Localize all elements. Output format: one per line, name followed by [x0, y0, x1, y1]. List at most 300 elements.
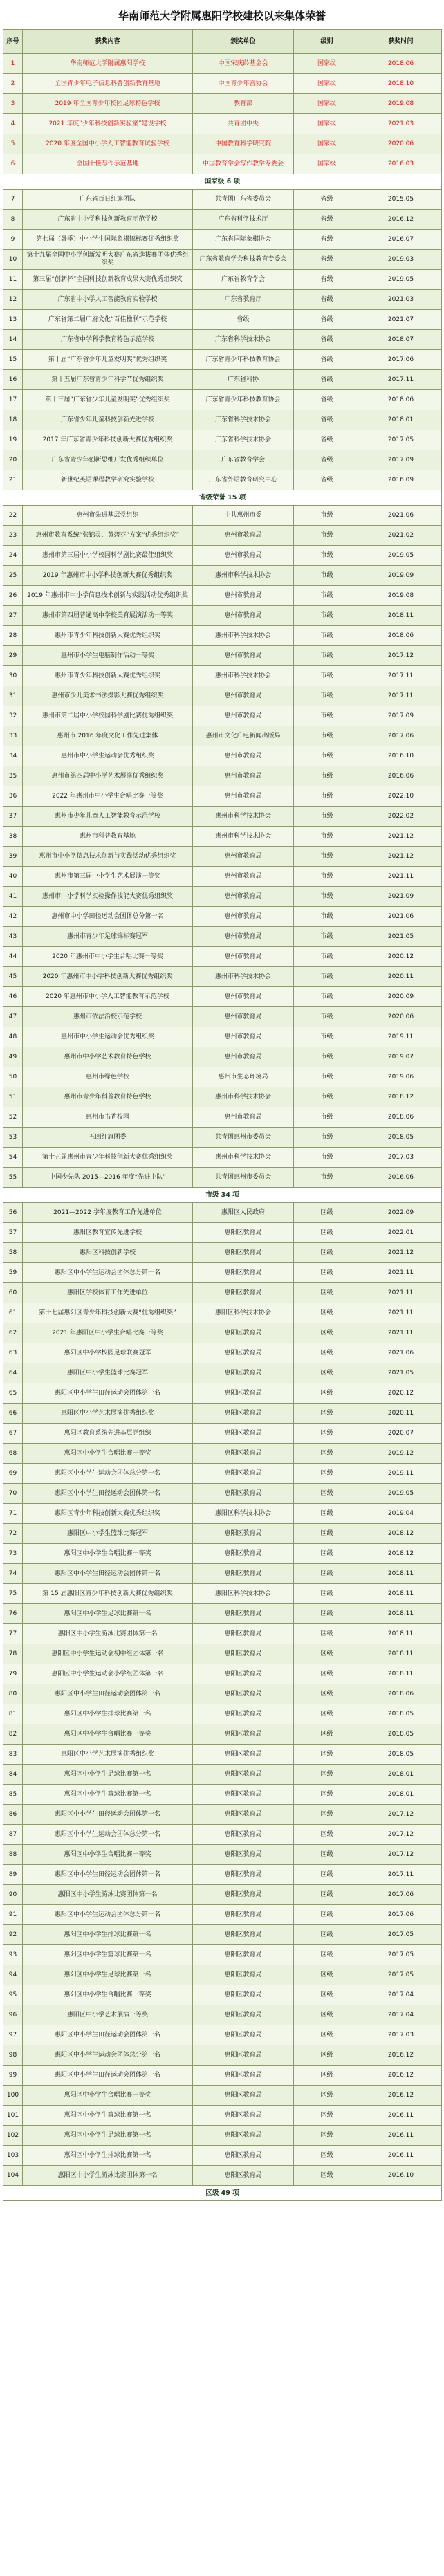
cell-level: 省级 [294, 350, 360, 370]
section-summary-row [3, 1188, 442, 1203]
cell-no: 44 [3, 947, 23, 967]
table-row [3, 1303, 442, 1323]
cell-no: 86 [3, 1805, 23, 1825]
cell-level: 区级 [294, 2066, 360, 2086]
cell-level: 市级 [294, 1107, 360, 1128]
cell-org: 惠州市科学技术协会 [193, 626, 294, 646]
cell-name: 惠阳区中小学生排球比赛第一名 [23, 1704, 193, 1724]
cell-org: 惠阳区教育局 [193, 1925, 294, 1945]
cell-org: 中国教育科学研究院 [193, 134, 294, 154]
cell-date: 2019.03 [360, 250, 442, 270]
cell-org: 惠阳区教育局 [193, 1805, 294, 1825]
cell-date: 2016.10 [360, 2166, 442, 2186]
cell-no: 32 [3, 706, 23, 726]
cell-level: 省级 [294, 270, 360, 290]
cell-name: 五四红旗团委 [23, 1128, 193, 1148]
cell-name: 惠州市 2016 年度文化工作先进集体 [23, 726, 193, 746]
cell-no: 17 [3, 390, 23, 410]
cell-no: 91 [3, 1905, 23, 1925]
cell-no: 48 [3, 1027, 23, 1047]
table-row [3, 1544, 442, 1564]
cell-org: 教育部 [193, 94, 294, 114]
cell-no: 19 [3, 430, 23, 450]
cell-date: 2018.06 [360, 1107, 442, 1128]
cell-date: 2021.11 [360, 1323, 442, 1343]
cell-no: 98 [3, 2045, 23, 2066]
cell-name: 全国青少年电子信息科普创新教育基地 [23, 74, 193, 94]
cell-org: 惠阳区教育局 [193, 1404, 294, 1424]
table-row [3, 1624, 442, 1644]
cell-no: 28 [3, 626, 23, 646]
cell-name: 惠阳区中小学生游泳比赛团体第一名 [23, 1885, 193, 1905]
cell-level: 市级 [294, 606, 360, 626]
cell-date: 2020.09 [360, 987, 442, 1007]
cell-org: 惠阳区教育局 [193, 1343, 294, 1363]
cell-no: 64 [3, 1363, 23, 1383]
cell-org: 广东省科学技术协会 [193, 330, 294, 350]
cell-date: 2017.09 [360, 706, 442, 726]
cell-date: 2018.05 [360, 1724, 442, 1745]
table-row [3, 1464, 442, 1484]
table-row [3, 1905, 442, 1925]
table-row [3, 1424, 442, 1444]
table-row [3, 94, 442, 114]
table-row [3, 1845, 442, 1865]
cell-no: 72 [3, 1524, 23, 1544]
cell-no: 79 [3, 1664, 23, 1684]
table-row [3, 847, 442, 867]
cell-date: 2020.12 [360, 1383, 442, 1404]
cell-no: 60 [3, 1283, 23, 1303]
cell-level: 市级 [294, 566, 360, 586]
cell-date: 2022.02 [360, 807, 442, 827]
cell-org: 广东省国际象棋协会 [193, 230, 294, 250]
cell-org: 惠阳区教育局 [193, 1965, 294, 1985]
cell-level: 区级 [294, 2106, 360, 2126]
table-row [3, 1765, 442, 1785]
cell-no: 27 [3, 606, 23, 626]
cell-name: 惠州市第三届中小学校园科学剧比赛最佳组织奖 [23, 546, 193, 566]
table-row [3, 114, 442, 134]
cell-no: 53 [3, 1128, 23, 1148]
section-summary-row [3, 174, 442, 190]
cell-date: 2017.05 [360, 1965, 442, 1985]
cell-org: 广东省教育学会科技教育专委会 [193, 250, 294, 270]
cell-no: 50 [3, 1067, 23, 1087]
table-row [3, 2005, 442, 2025]
table-row [3, 430, 442, 450]
table-row [3, 1704, 442, 1724]
cell-no: 104 [3, 2166, 23, 2186]
table-row [3, 1047, 442, 1067]
section-summary: 区级 49 项 [3, 2186, 442, 2201]
cell-level: 市级 [294, 907, 360, 927]
cell-no: 16 [3, 370, 23, 390]
cell-level: 区级 [294, 1524, 360, 1544]
table-row [3, 2025, 442, 2045]
cell-name: 第十五届惠州市青少年科技创新大赛优秀组织奖 [23, 1148, 193, 1168]
cell-org: 惠州市教育局 [193, 867, 294, 887]
cell-level: 区级 [294, 2086, 360, 2106]
cell-org: 广东省教育学会 [193, 450, 294, 470]
table-row [3, 210, 442, 230]
table-row [3, 766, 442, 786]
cell-date: 2021.06 [360, 907, 442, 927]
cell-no: 59 [3, 1263, 23, 1283]
cell-date: 2018.11 [360, 1584, 442, 1604]
cell-date: 2016.12 [360, 2086, 442, 2106]
table-row [3, 1148, 442, 1168]
cell-date: 2021.11 [360, 867, 442, 887]
cell-org: 惠州市科学技术协会 [193, 827, 294, 847]
cell-name: 第十五届广东省青少年科学节优秀组织奖 [23, 370, 193, 390]
cell-level: 国家级 [294, 154, 360, 174]
cell-no: 69 [3, 1464, 23, 1484]
section-summary: 市级 34 项 [3, 1188, 442, 1203]
cell-name: 惠州市先进基层党组织 [23, 506, 193, 526]
table-row [3, 470, 442, 490]
cell-level: 区级 [294, 1564, 360, 1584]
cell-date: 2019.09 [360, 566, 442, 586]
cell-no: 11 [3, 270, 23, 290]
header-date: 获奖时间 [360, 30, 442, 54]
cell-level: 市级 [294, 1007, 360, 1027]
cell-level: 区级 [294, 2126, 360, 2146]
cell-name: 惠阳区中小学生合唱比赛一等奖 [23, 2086, 193, 2106]
cell-org: 惠州市教育局 [193, 1107, 294, 1128]
cell-level: 市级 [294, 686, 360, 706]
cell-no: 63 [3, 1343, 23, 1363]
cell-date: 2018.11 [360, 606, 442, 626]
cell-name: 惠州市教育系统“张锦灵、黄碧芬”方案“优秀组织奖” [23, 526, 193, 546]
cell-no: 47 [3, 1007, 23, 1027]
table-row [3, 1504, 442, 1524]
cell-name: 惠州市第二届中小学校园科学剧比赛优秀组织奖 [23, 706, 193, 726]
cell-no: 5 [3, 134, 23, 154]
cell-date: 2021.12 [360, 1243, 442, 1263]
cell-org: 广东省教育学会 [193, 270, 294, 290]
cell-org: 惠州市教育局 [193, 907, 294, 927]
table-row [3, 74, 442, 94]
cell-name: 惠阳区中小学生田径运动会团体第一名 [23, 1684, 193, 1704]
cell-date: 2018.01 [360, 1765, 442, 1785]
cell-no: 54 [3, 1148, 23, 1168]
cell-name: 2021 年度“少年科技创新实验室”建设学校 [23, 114, 193, 134]
cell-level: 区级 [294, 1664, 360, 1684]
cell-org: 惠阳区教育局 [193, 1985, 294, 2005]
cell-name: 第十九届全国中小学创新发明大赛广东省选拔赛团体优秀组织奖 [23, 250, 193, 270]
cell-date: 2017.06 [360, 1885, 442, 1905]
cell-level: 区级 [294, 1203, 360, 1223]
cell-date: 2019.11 [360, 1464, 442, 1484]
cell-name: 惠阳区中小学生运动会团体总分第一名 [23, 1825, 193, 1845]
cell-org: 省级 [193, 310, 294, 330]
cell-org: 惠阳区教育局 [193, 2086, 294, 2106]
table-row [3, 546, 442, 566]
cell-date: 2022.01 [360, 1223, 442, 1243]
cell-org: 惠阳区教育局 [193, 1885, 294, 1905]
cell-level: 区级 [294, 1544, 360, 1564]
cell-date: 2018.11 [360, 1604, 442, 1624]
table-row [3, 927, 442, 947]
cell-name: 新世纪英语课程教学研究实验学校 [23, 470, 193, 490]
cell-date: 2017.04 [360, 1985, 442, 2005]
cell-org: 中国宋庆龄基金会 [193, 54, 294, 74]
cell-level: 省级 [294, 390, 360, 410]
cell-no: 36 [3, 786, 23, 807]
cell-date: 2020.11 [360, 967, 442, 987]
cell-level: 市级 [294, 1087, 360, 1107]
cell-no: 14 [3, 330, 23, 350]
cell-no: 20 [3, 450, 23, 470]
cell-date: 2018.10 [360, 74, 442, 94]
cell-org: 惠州市教育局 [193, 606, 294, 626]
cell-level: 国家级 [294, 114, 360, 134]
cell-date: 2017.06 [360, 350, 442, 370]
cell-level: 省级 [294, 470, 360, 490]
cell-no: 88 [3, 1845, 23, 1865]
cell-level: 区级 [294, 1805, 360, 1825]
cell-no: 43 [3, 927, 23, 947]
cell-name: 惠阳区中小学生合唱比赛一等奖 [23, 1544, 193, 1564]
cell-name: 惠阳区中小学校园足球联赛冠军 [23, 1343, 193, 1363]
cell-date: 2019.11 [360, 1027, 442, 1047]
cell-date: 2016.11 [360, 2146, 442, 2166]
cell-level: 省级 [294, 450, 360, 470]
cell-level: 国家级 [294, 74, 360, 94]
table-row [3, 1283, 442, 1303]
table-row [3, 1484, 442, 1504]
cell-date: 2020.11 [360, 1404, 442, 1424]
cell-level: 区级 [294, 1865, 360, 1885]
cell-org: 惠阳区教育局 [193, 1624, 294, 1644]
cell-name: 惠州市科普教育基地 [23, 827, 193, 847]
cell-org: 惠州市生态环境局 [193, 1067, 294, 1087]
cell-name: 惠阳区中小学生运动会团体总分第一名 [23, 1263, 193, 1283]
table-row [3, 2066, 442, 2086]
cell-name: 惠州市第三届中小学生艺术展演一等奖 [23, 867, 193, 887]
cell-no: 74 [3, 1564, 23, 1584]
cell-date: 2019.08 [360, 586, 442, 606]
cell-level: 市级 [294, 927, 360, 947]
table-row [3, 867, 442, 887]
cell-name: 惠阳区中小学生足球比赛第一名 [23, 1604, 193, 1624]
cell-name: 惠州市中小学田径运动会团体总分第一名 [23, 907, 193, 927]
cell-no: 3 [3, 94, 23, 114]
cell-org: 惠阳区教育局 [193, 1765, 294, 1785]
cell-no: 70 [3, 1484, 23, 1504]
table-row [3, 666, 442, 686]
cell-date: 2016.12 [360, 210, 442, 230]
cell-date: 2019.05 [360, 546, 442, 566]
table-row [3, 686, 442, 706]
table-row [3, 330, 442, 350]
page-title: 华南师范大学附属惠阳学校建校以来集体荣誉 [118, 10, 326, 22]
cell-no: 102 [3, 2126, 23, 2146]
cell-level: 区级 [294, 1223, 360, 1243]
cell-level: 省级 [294, 370, 360, 390]
cell-level: 区级 [294, 1785, 360, 1805]
cell-org: 惠州市教育局 [193, 546, 294, 566]
cell-no: 61 [3, 1303, 23, 1323]
cell-org: 惠阳区教育局 [193, 1604, 294, 1624]
cell-level: 区级 [294, 2025, 360, 2045]
table-row [3, 54, 442, 74]
cell-no: 96 [3, 2005, 23, 2025]
cell-name: 2020 年惠州市中小学科技创新大赛优秀组织奖 [23, 967, 193, 987]
cell-date: 2016.06 [360, 1168, 442, 1188]
table-row [3, 1343, 442, 1363]
cell-no: 58 [3, 1243, 23, 1263]
table-row [3, 1664, 442, 1684]
cell-org: 惠阳区教育局 [193, 1544, 294, 1564]
cell-name: 2019 年惠州市中小学科技创新大赛优秀组织奖 [23, 566, 193, 586]
cell-org: 惠阳区教育局 [193, 1564, 294, 1584]
cell-date: 2017.05 [360, 1945, 442, 1965]
cell-name: 第三届“创新杯”全国科技创新教育成果大赛优秀组织奖 [23, 270, 193, 290]
cell-name: 惠阳区中小学艺术展演优秀组织奖 [23, 1404, 193, 1424]
cell-name: 惠阳区教育系统先进基层党组织 [23, 1424, 193, 1444]
cell-level: 区级 [294, 1925, 360, 1945]
cell-date: 2018.06 [360, 390, 442, 410]
cell-no: 38 [3, 827, 23, 847]
cell-org: 惠州市教育局 [193, 526, 294, 546]
section-summary-row [3, 2186, 442, 2201]
cell-name: 惠州市少儿美术书法摄影大赛优秀组织奖 [23, 686, 193, 706]
cell-name: 惠阳区中小学生足球比赛第一名 [23, 2126, 193, 2146]
cell-date: 2017.05 [360, 1925, 442, 1945]
cell-level: 区级 [294, 1584, 360, 1604]
cell-org: 惠阳区教育局 [193, 2146, 294, 2166]
cell-no: 31 [3, 686, 23, 706]
cell-org: 惠阳区教育局 [193, 2126, 294, 2146]
table-row [3, 450, 442, 470]
cell-level: 区级 [294, 1885, 360, 1905]
header-org: 颁奖单位 [193, 30, 294, 54]
cell-level: 省级 [294, 290, 360, 310]
cell-org: 惠阳区教育局 [193, 1684, 294, 1704]
cell-no: 34 [3, 746, 23, 766]
cell-date: 2019.07 [360, 1047, 442, 1067]
cell-name: 2017 年广东省青少年科技创新大赛优秀组织奖 [23, 430, 193, 450]
cell-name: 惠州市第四届中小学艺术展演优秀组织奖 [23, 766, 193, 786]
cell-date: 2017.04 [360, 2005, 442, 2025]
cell-name: 第七届（暑季）中小学生国际象棋锦标赛优秀组织奖 [23, 230, 193, 250]
table-row [3, 2045, 442, 2066]
cell-name: 惠阳区中小学生田径运动会团体第一名 [23, 1484, 193, 1504]
cell-level: 市级 [294, 1027, 360, 1047]
cell-no: 23 [3, 526, 23, 546]
cell-no: 73 [3, 1544, 23, 1564]
cell-date: 2022.09 [360, 1203, 442, 1223]
cell-org: 共青团中央 [193, 114, 294, 134]
cell-level: 区级 [294, 1303, 360, 1323]
cell-name: 惠阳区中小学生田径运动会团体第一名 [23, 2025, 193, 2045]
cell-name: 2020 年度全国中小学人工智能教育试验学校 [23, 134, 193, 154]
cell-level: 区级 [294, 1363, 360, 1383]
cell-level: 市级 [294, 786, 360, 807]
cell-level: 省级 [294, 330, 360, 350]
cell-no: 78 [3, 1644, 23, 1664]
cell-level: 市级 [294, 1148, 360, 1168]
cell-org: 惠阳区教育局 [193, 1845, 294, 1865]
table-row [3, 1745, 442, 1765]
cell-no: 18 [3, 410, 23, 430]
cell-name: 惠州市中小学科学实验操作技能大赛优秀组织奖 [23, 887, 193, 907]
cell-org: 惠阳区教育局 [193, 1945, 294, 1965]
cell-level: 区级 [294, 2146, 360, 2166]
table-row [3, 1684, 442, 1704]
cell-name: 惠阳区中小学生篮球比赛第一名 [23, 1945, 193, 1965]
cell-no: 4 [3, 114, 23, 134]
cell-name: 广东省第二届广府文化“百佳楹联”示范学校 [23, 310, 193, 330]
cell-no: 66 [3, 1404, 23, 1424]
cell-no: 13 [3, 310, 23, 330]
header-no: 序号 [3, 30, 23, 54]
cell-date: 2021.07 [360, 310, 442, 330]
cell-date: 2017.06 [360, 1905, 442, 1925]
cell-name: 广东省中学科学教育特色示范学校 [23, 330, 193, 350]
cell-name: 2019 年全国青少年校园足球特色学校 [23, 94, 193, 114]
cell-org: 惠州市教育局 [193, 766, 294, 786]
cell-level: 区级 [294, 1383, 360, 1404]
cell-org: 共青团惠州市委员会 [193, 1128, 294, 1148]
cell-level: 省级 [294, 410, 360, 430]
cell-no: 21 [3, 470, 23, 490]
cell-level: 市级 [294, 766, 360, 786]
cell-org: 惠阳区教育局 [193, 1243, 294, 1263]
table-row [3, 1128, 442, 1148]
table-row [3, 1724, 442, 1745]
cell-level: 市级 [294, 646, 360, 666]
cell-org: 惠阳区教育局 [193, 1524, 294, 1544]
cell-date: 2018.12 [360, 1544, 442, 1564]
cell-no: 25 [3, 566, 23, 586]
cell-level: 区级 [294, 1243, 360, 1263]
cell-name: 惠阳区中小学生游泳比赛团体第一名 [23, 1624, 193, 1644]
cell-org: 惠州市教育局 [193, 646, 294, 666]
table-row [3, 310, 442, 330]
cell-level: 区级 [294, 1684, 360, 1704]
cell-no: 33 [3, 726, 23, 746]
cell-name: 2020 年惠州市中小学生合唱比赛一等奖 [23, 947, 193, 967]
cell-org: 惠州市教育局 [193, 927, 294, 947]
table-row [3, 134, 442, 154]
cell-level: 国家级 [294, 94, 360, 114]
table-row [3, 1564, 442, 1584]
cell-org: 广东省教育厅 [193, 290, 294, 310]
cell-level: 区级 [294, 1765, 360, 1785]
cell-no: 68 [3, 1444, 23, 1464]
cell-name: 惠阳区教育宣传先进学校 [23, 1223, 193, 1243]
cell-level: 区级 [294, 2166, 360, 2186]
cell-date: 2017.11 [360, 666, 442, 686]
cell-org: 惠州市科学技术协会 [193, 1148, 294, 1168]
cell-no: 57 [3, 1223, 23, 1243]
cell-org: 惠州市教育局 [193, 746, 294, 766]
cell-level: 省级 [294, 190, 360, 210]
cell-date: 2022.10 [360, 786, 442, 807]
table-row [3, 887, 442, 907]
cell-date: 2021.03 [360, 114, 442, 134]
table-row [3, 1263, 442, 1283]
cell-name: 惠阳区中小学生田径运动会团体第一名 [23, 1564, 193, 1584]
cell-name: 惠阳区中小学生运动会团体总分第一名 [23, 1464, 193, 1484]
table-row [3, 566, 442, 586]
cell-date: 2016.03 [360, 154, 442, 174]
cell-name: 第十七届惠阳区青少年科技创新大赛“优秀组织奖” [23, 1303, 193, 1323]
cell-org: 惠阳区教育局 [193, 1363, 294, 1383]
